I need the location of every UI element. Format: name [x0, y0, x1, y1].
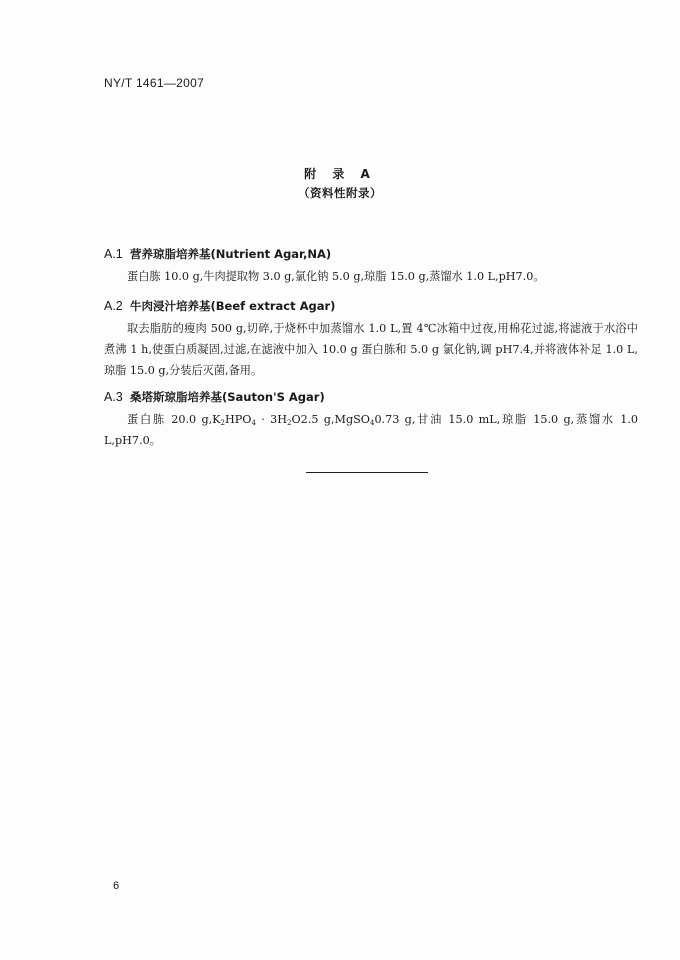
section-heading [104, 389, 638, 405]
section-number: A.3 [104, 390, 123, 404]
section-number: A.1 [104, 247, 123, 261]
section-body: 取去脂肪的瘦肉 500 g,切碎,于烧杯中加蒸馏水 1.0 L,置 4℃冰箱中过夜,用棉花过滤,将滤液于水浴中煮沸 1 h,使蛋白质凝固,过滤,在滤液中加入 10.0 g 蛋白胨和 5.0 g 氯化钠,调 pH7.4,并将液体补足 1.0 L,琼脂 15.0 g,分装后灭菌,备用。 [104, 322, 638, 377]
section-title: 牛肉浸汁培养基(Beef extract Agar) [130, 299, 336, 313]
section-a2 [104, 298, 638, 381]
subscript: 2 [287, 419, 292, 427]
annex-title: 附 录 A [304, 167, 376, 181]
section-heading [104, 246, 638, 262]
annex-subtitle: （资料性附录） [298, 186, 382, 200]
page-number: 6 [113, 880, 120, 892]
end-rule [306, 472, 428, 473]
section-body [104, 409, 638, 451]
formula-text: 蛋白胨 20.0 g,K [127, 413, 221, 426]
standard-code: NY/T 1461—2007 [104, 76, 205, 90]
section-a1 [104, 246, 638, 287]
formula-text: · 3H [255, 413, 288, 426]
subscript: 2 [220, 419, 225, 427]
section-heading [104, 298, 638, 314]
formula-text: 0.73 g,甘油 15.0 mL,琼脂 15.0 g,蒸馏水 1.0 L,pH7.0。 [104, 413, 638, 447]
formula-text: O2.5 g,MgSO [291, 413, 370, 426]
section-a3 [104, 389, 638, 451]
subscript: 4 [369, 419, 375, 427]
section-title: 营养琼脂培养基(Nutrient Agar,NA) [130, 247, 332, 261]
section-body: 蛋白胨 10.0 g,牛肉提取物 3.0 g,氯化钠 5.0 g,琼脂 15.0 g,蒸馏水 1.0 L,pH7.0。 [127, 270, 545, 283]
section-number: A.2 [104, 299, 123, 313]
formula-text: HPO [225, 413, 252, 426]
section-title: 桑塔斯琼脂培养基(Sauton'S Agar) [130, 390, 325, 404]
subscript: 4 [251, 419, 256, 427]
